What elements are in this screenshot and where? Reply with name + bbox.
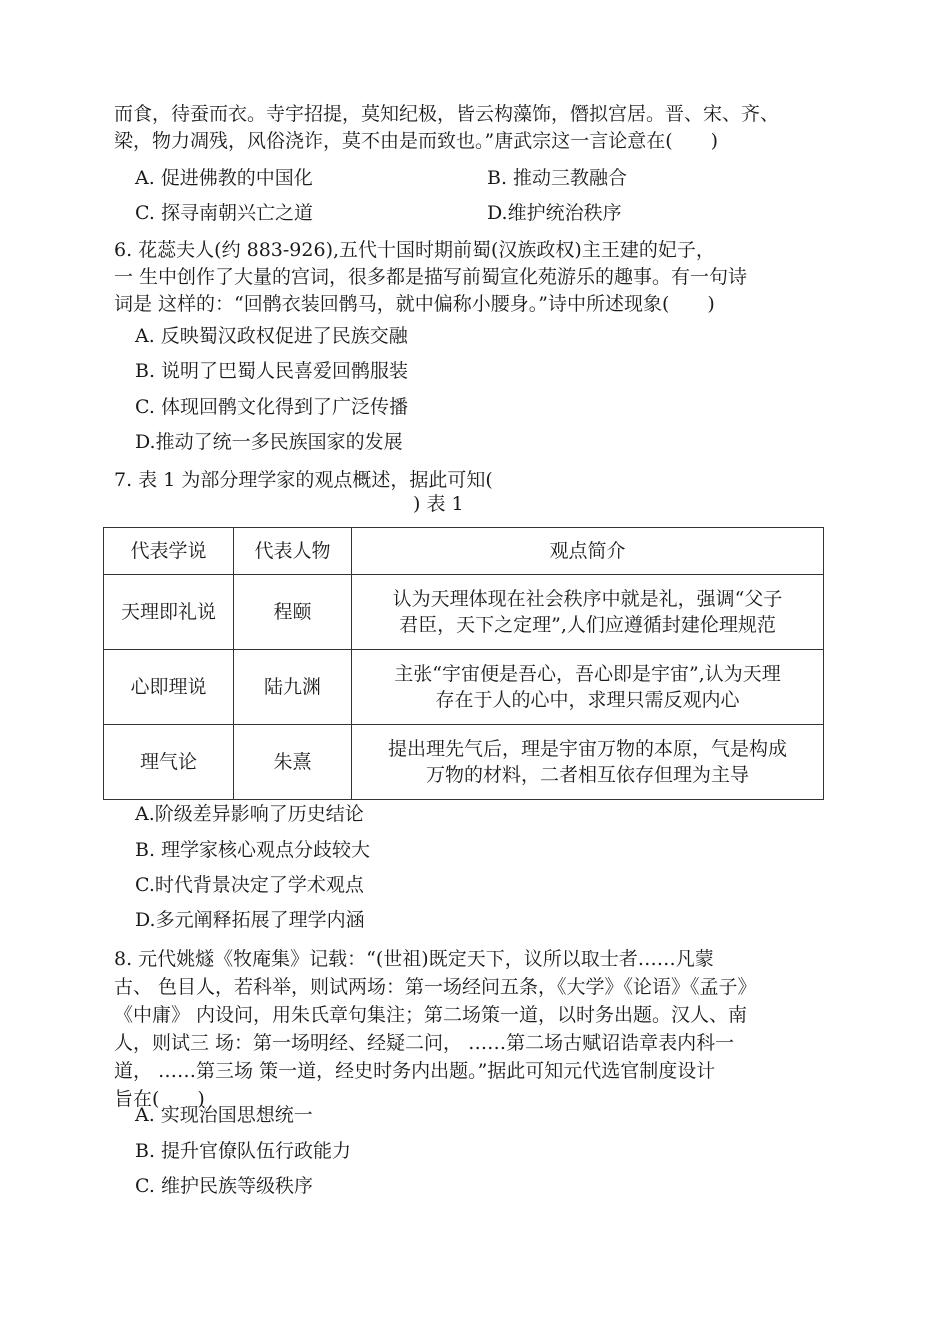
q6-stem-line: 一 生中创作了大量的宫词，很多都是描写前蜀宣化苑游乐的趣事。有一句诗: [114, 266, 748, 288]
q7-option-a[interactable]: A.阶级差异影响了历史结论: [135, 803, 364, 825]
view-line: 提出理先气后，理是宇宙万物的本原，气是构成: [387, 738, 787, 760]
q8-stem-line: 8. 元代姚燧《牧庵集》记载：“(世祖)既定天下，议所以取士者……凡蒙: [114, 948, 714, 970]
q8-option-a[interactable]: A. 实现治国思想统一: [135, 1104, 313, 1126]
q8-stem-line: 旨在( ): [114, 1088, 205, 1110]
view-line: 认为天理体现在社会秩序中就是礼，强调“父子: [392, 588, 783, 610]
q5-option-c[interactable]: C. 探寻南朝兴亡之道: [135, 202, 313, 224]
q5-stem-line: 而食，待蚕而衣。寺宇招提，莫知纪极，皆云构藻饰，僭拟宫居。晋、宋、齐、: [114, 103, 780, 125]
q8-option-b[interactable]: B. 提升官僚队伍行政能力: [135, 1140, 352, 1162]
view-line: 主张“宇宙便是吾心，吾心即是宇宙”,认为天理: [394, 663, 781, 685]
view-line: 存在于人的心中，求理只需反观内心: [435, 689, 740, 711]
q8-stem-line: 人，则试三 场：第一场明经、经疑二问， ……第二场古赋诏诰章表内科一: [114, 1032, 735, 1054]
table-row: [104, 725, 824, 800]
q6-option-d[interactable]: D.推动了统一多民族国家的发展: [135, 431, 403, 453]
q8-stem: [114, 945, 854, 1113]
q6-option-a[interactable]: A. 反映蜀汉政权促进了民族交融: [135, 325, 408, 347]
table-cell-person: 程颐: [234, 575, 352, 650]
q7-table-caption: ) 表 1: [413, 493, 464, 515]
q6-option-c[interactable]: C. 体现回鹘文化得到了广泛传播: [135, 396, 408, 418]
table-header-school: 代表学说: [104, 528, 234, 575]
q6-stem-line: 词是 这样的：“回鹘衣装回鹘马，就中偏称小腰身。”诗中所述现象( ): [114, 293, 715, 315]
q7-stem-line: 7. 表 1 为部分理学家的观点概述，据此可知(: [114, 469, 493, 491]
q6-option-b[interactable]: B. 说明了巴蜀人民喜爱回鹘服装: [135, 360, 409, 382]
q5-option-d[interactable]: D.维护统治秩序: [487, 202, 622, 224]
table-cell-person: 陆九渊: [234, 650, 352, 725]
table-row: [104, 575, 824, 650]
table-cell-school: 天理即礼说: [104, 575, 234, 650]
q8-stem-line: 《中庸》 内设问，用朱氏章句集注；第二场策一道，以时务出题。汉人、南: [114, 1004, 748, 1026]
q5-stem: [114, 101, 854, 155]
q6-stem: [114, 237, 854, 318]
table-cell-school: 心即理说: [104, 650, 234, 725]
table-row: [104, 650, 824, 725]
table-cell-view: [352, 575, 824, 650]
table-cell-view: [352, 725, 824, 800]
view-line: 君臣，天下之定理”,人们应遵循封建伦理规范: [399, 614, 776, 636]
q6-stem-line: 6. 花蕊夫人(约 883-926),五代十国时期前蜀(汉族政权)主王建的妃子，: [114, 239, 715, 261]
view-line: 万物的材料，二者相互依存但理为主导: [425, 764, 749, 786]
q5-stem-line: 梁，物力凋残，风俗浇诈，莫不由是而致也。”唐武宗这一言论意在( ): [114, 130, 719, 152]
table-cell-person: 朱熹: [234, 725, 352, 800]
q7-table: [103, 527, 824, 800]
q5-option-b[interactable]: B. 推动三教融合: [487, 167, 628, 189]
table-header-view: 观点简介: [352, 528, 824, 575]
q5-option-a[interactable]: A. 促进佛教的中国化: [135, 167, 313, 189]
q7-option-c[interactable]: C.时代背景决定了学术观点: [135, 874, 364, 896]
table-header-row: [104, 528, 824, 575]
q8-stem-line: 古、 色目人，若科举，则试两场：第一场经问五条，《大学》《论语》《孟子》: [114, 976, 757, 998]
q7-option-b[interactable]: B. 理学家核心观点分歧较大: [135, 839, 371, 861]
table-header-person: 代表人物: [234, 528, 352, 575]
table-cell-view: [352, 650, 824, 725]
table-cell-school: 理气论: [104, 725, 234, 800]
q7-option-d[interactable]: D.多元阐释拓展了理学内涵: [135, 909, 365, 931]
q8-stem-line: 道， ……第三场 策一道，经史时务内出题。”据此可知元代选官制度设计: [114, 1060, 716, 1082]
q8-option-c[interactable]: C. 维护民族等级秩序: [135, 1175, 313, 1197]
